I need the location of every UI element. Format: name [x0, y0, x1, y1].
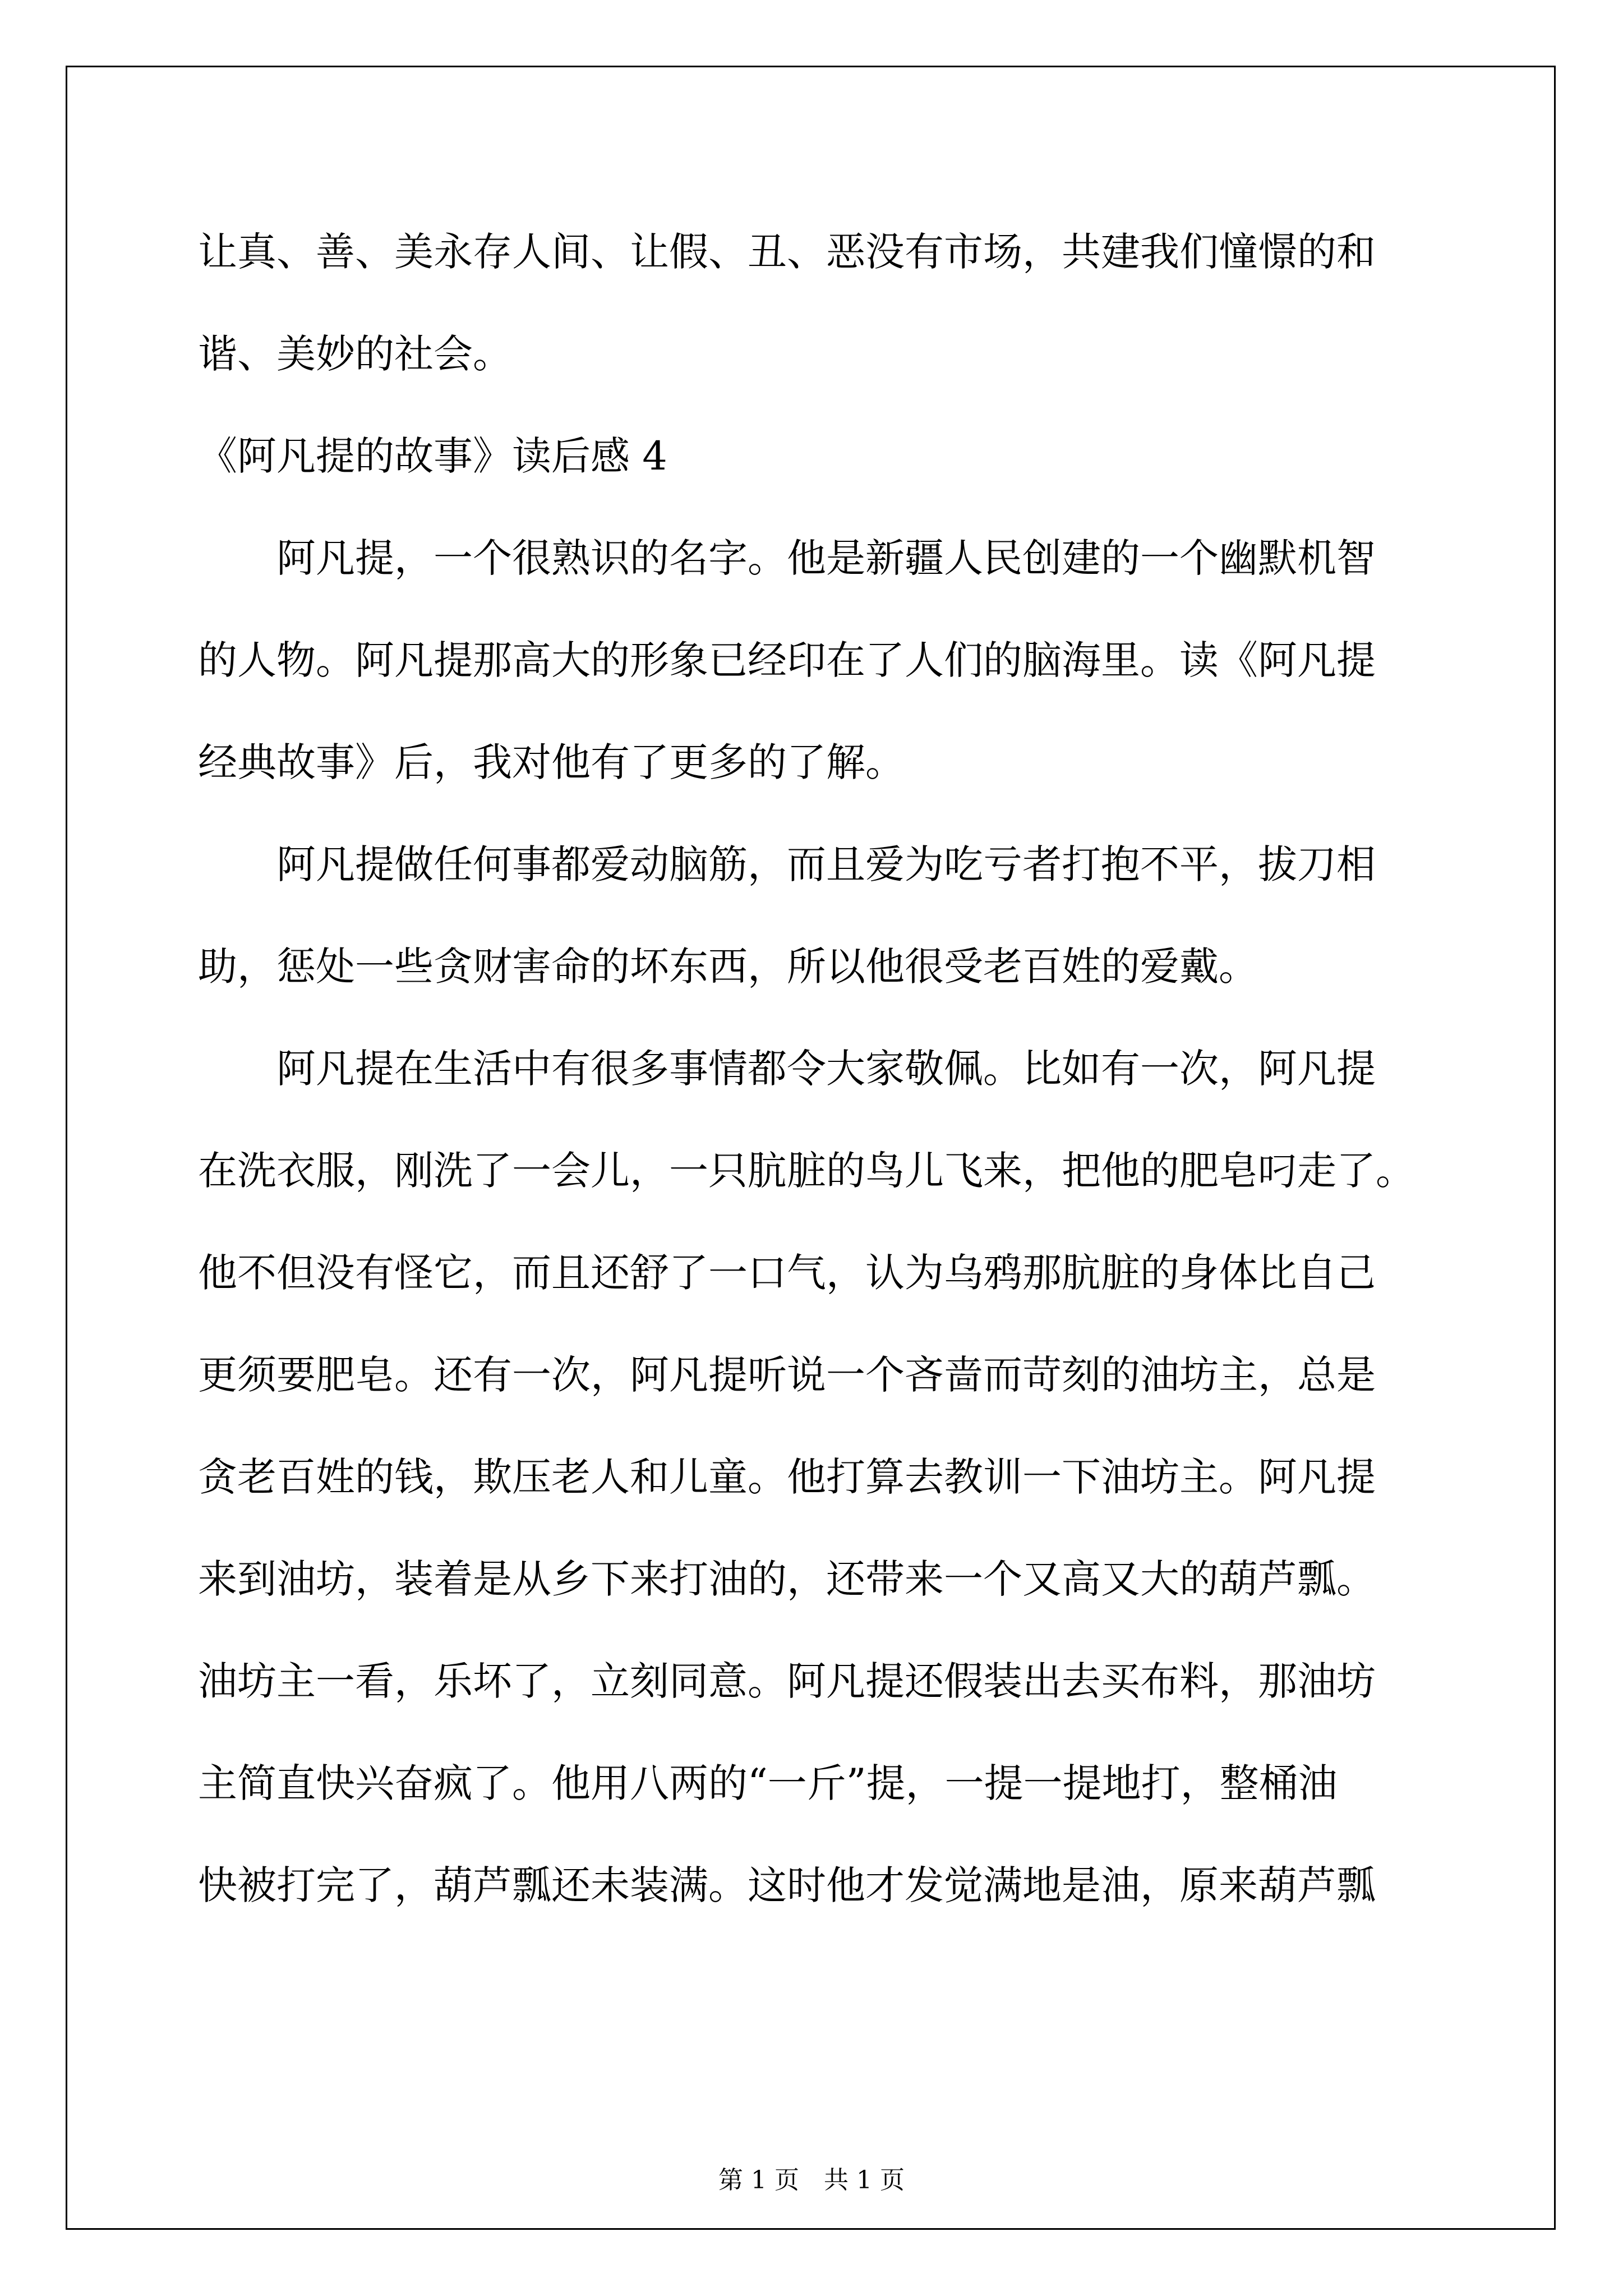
text-line: 经典故事》后，我对他有了更多的了解。	[198, 739, 905, 785]
text-line: 快被打完了，葫芦瓢还未装满。这时他才发觉满地是油，原来葫芦瓢	[198, 1862, 1376, 1908]
text-line: 在洗衣服，刚洗了一会儿，一只肮脏的鸟儿飞来，把他的肥皂叼走了。	[198, 1148, 1415, 1194]
text-line: 主简直快兴奋疯了。他用八两的“一斤”提，一提一提地打，整桶油	[198, 1760, 1338, 1806]
text-line: 他不但没有怪它，而且还舒了一口气，认为乌鸦那肮脏的身体比自己	[198, 1250, 1376, 1296]
text-line: 阿凡提做任何事都爱动脑筋，而且爱为吃亏者打抱不平，拔刀相	[198, 841, 1376, 887]
text-line: 贪老百姓的钱，欺压老人和儿童。他打算去教训一下油坊主。阿凡提	[198, 1454, 1376, 1500]
text-line: 让真、善、美永存人间、让假、丑、恶没有市场，共建我们憧憬的和	[198, 229, 1376, 275]
text-line: 的人物。阿凡提那高大的形象已经印在了人们的脑海里。读《阿凡提	[198, 637, 1376, 683]
text-line: 更须要肥皂。还有一次，阿凡提听说一个吝啬而苛刻的油坊主，总是	[198, 1352, 1376, 1398]
page-number-footer: 第 1 页 共 1 页	[718, 2166, 905, 2194]
text-line: 阿凡提，一个很熟识的名字。他是新疆人民创建的一个幽默机智	[198, 535, 1376, 581]
text-line: 谐、美妙的社会。	[198, 331, 512, 377]
section-heading: 《阿凡提的故事》读后感 4	[198, 433, 667, 479]
text-line: 油坊主一看，乐坏了，立刻同意。阿凡提还假装出去买布料，那油坊	[198, 1658, 1376, 1704]
text-line: 助，惩处一些贪财害命的坏东西，所以他很受老百姓的爱戴。	[198, 944, 1258, 990]
text-line: 阿凡提在生活中有很多事情都令大家敬佩。比如有一次，阿凡提	[198, 1046, 1376, 1092]
text-line: 来到油坊，装着是从乡下来打油的，还带来一个又高又大的葫芦瓢。	[198, 1556, 1376, 1602]
